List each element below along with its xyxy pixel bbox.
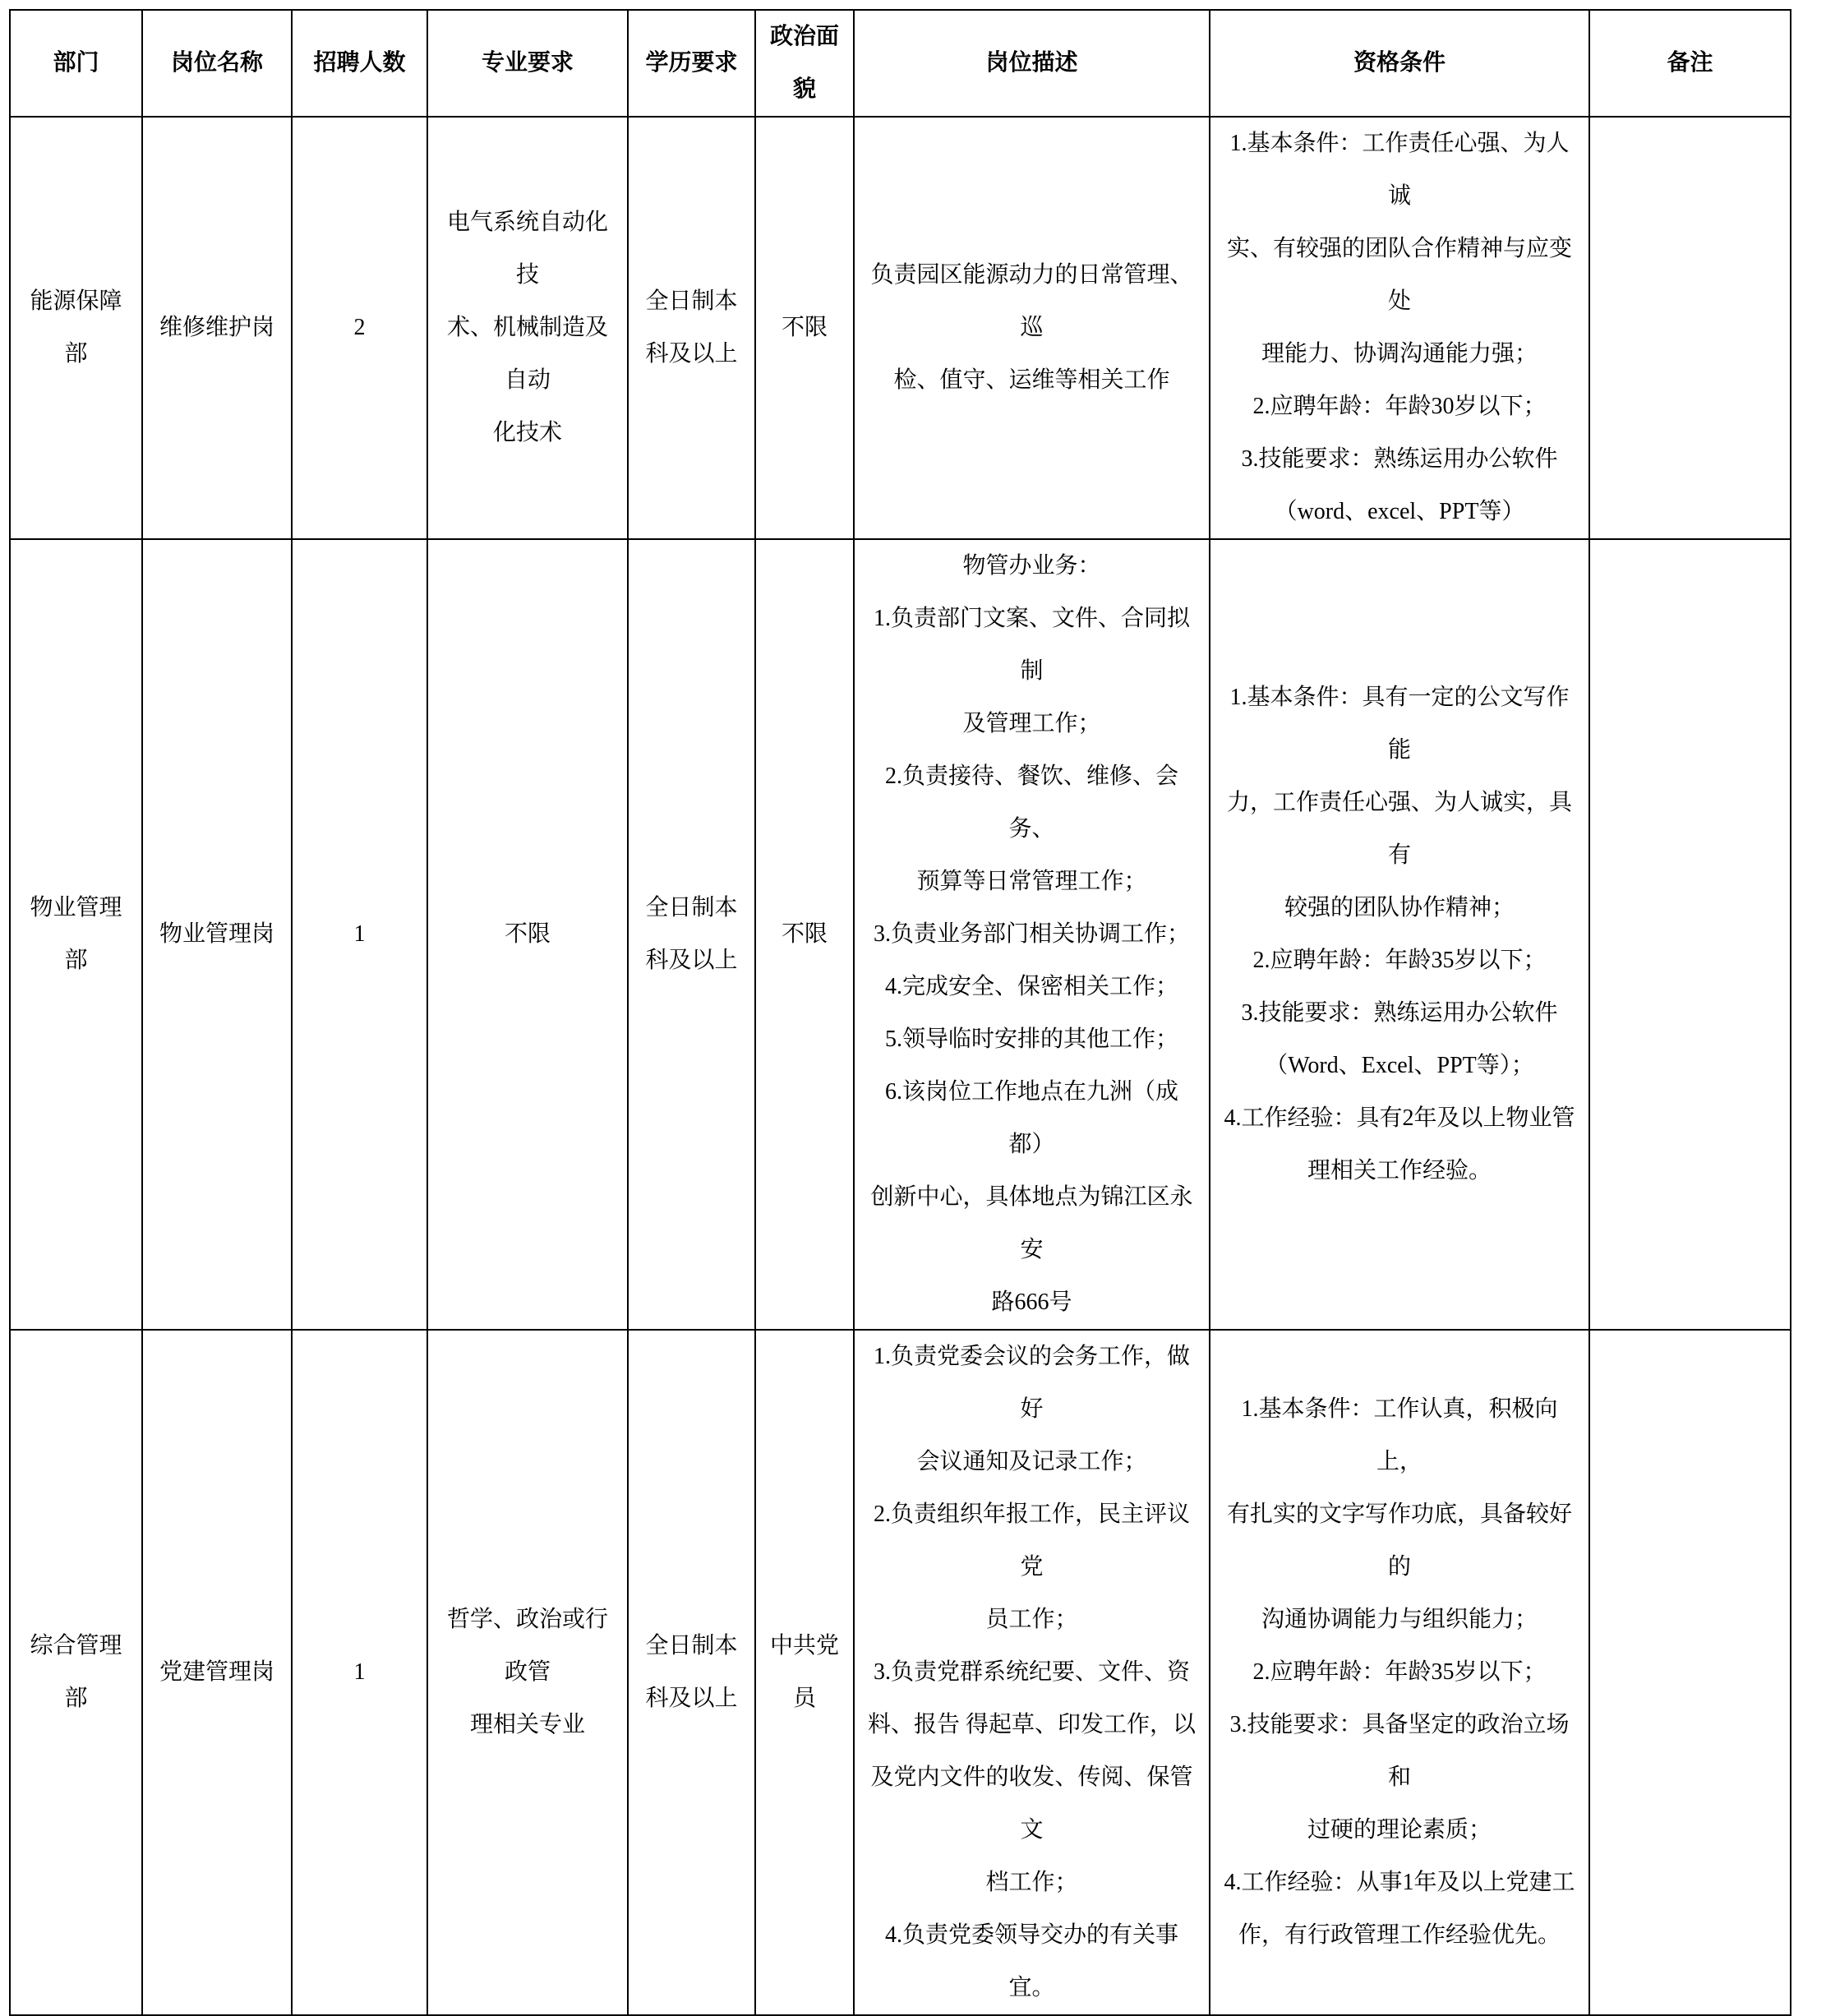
header-position: 岗位名称 <box>142 10 292 117</box>
recruitment-table <box>9 9 1791 2016</box>
cell-department: 能源保障 部 <box>10 117 142 539</box>
cell-department: 物业管理 部 <box>10 539 142 1330</box>
cell-major: 不限 <box>427 539 628 1330</box>
header-description: 岗位描述 <box>854 10 1210 117</box>
cell-qualifications: 1.基本条件：工作认真，积极向上， 有扎实的文字写作功底，具备较好的 沟通协调能力与组织能力； 2.应聘年龄：年龄35岁以下； 3.技能要求：具备坚定的政治立场和 过硬的理论素质； 4.工作经验：从事1年及以上党建工 作，有行政管理工作经验优先。 <box>1210 1330 1589 2015</box>
cell-major: 电气系统自动化技 术、机械制造及自动 化技术 <box>427 117 628 539</box>
cell-education: 全日制本 科及以上 <box>628 1330 755 2015</box>
header-row <box>10 10 1791 117</box>
header-qualifications: 资格条件 <box>1210 10 1589 117</box>
cell-count: 2 <box>292 117 427 539</box>
cell-description: 负责园区能源动力的日常管理、巡 检、值守、运维等相关工作 <box>854 117 1210 539</box>
cell-political: 不限 <box>755 539 854 1330</box>
cell-position: 物业管理岗 <box>142 539 292 1330</box>
cell-education: 全日制本 科及以上 <box>628 539 755 1330</box>
cell-political: 中共党 员 <box>755 1330 854 2015</box>
header-major: 专业要求 <box>427 10 628 117</box>
cell-major: 哲学、政治或行政管 理相关专业 <box>427 1330 628 2015</box>
cell-department: 综合管理 部 <box>10 1330 142 2015</box>
table-row <box>10 117 1791 539</box>
header-education: 学历要求 <box>628 10 755 117</box>
cell-position: 维修维护岗 <box>142 117 292 539</box>
header-remarks: 备注 <box>1589 10 1791 117</box>
cell-qualifications: 1.基本条件：具有一定的公文写作能 力，工作责任心强、为人诚实，具有 较强的团队协作精神； 2.应聘年龄：年龄35岁以下； 3.技能要求：熟练运用办公软件 （Word、Excel、PPT等）； 4.工作经验：具有2年及以上物业管 理相关工作经验。 <box>1210 539 1589 1330</box>
cell-count: 1 <box>292 539 427 1330</box>
header-political: 政治面 貌 <box>755 10 854 117</box>
cell-remarks <box>1589 539 1791 1330</box>
header-count: 招聘人数 <box>292 10 427 117</box>
cell-description: 物管办业务： 1.负责部门文案、文件、合同拟制 及管理工作； 2.负责接待、餐饮、维修、会务、 预算等日常管理工作； 3.负责业务部门相关协调工作； 4.完成安全、保密相关工作； 5.领导临时安排的其他工作； 6.该岗位工作地点在九洲（成都） 创新中心，具体地点为锦江区永安 路666号 <box>854 539 1210 1330</box>
cell-qualifications: 1.基本条件：工作责任心强、为人诚 实、有较强的团队合作精神与应变处 理能力、协调沟通能力强； 2.应聘年龄：年龄30岁以下； 3.技能要求：熟练运用办公软件 （word、excel、PPT等） <box>1210 117 1589 539</box>
cell-count: 1 <box>292 1330 427 2015</box>
cell-remarks <box>1589 1330 1791 2015</box>
header-department: 部门 <box>10 10 142 117</box>
cell-remarks <box>1589 117 1791 539</box>
cell-political: 不限 <box>755 117 854 539</box>
table-row <box>10 539 1791 1330</box>
cell-education: 全日制本 科及以上 <box>628 117 755 539</box>
cell-description: 1.负责党委会议的会务工作，做好 会议通知及记录工作； 2.负责组织年报工作，民主评议党 员工作； 3.负责党群系统纪要、文件、资 料、报告 得起草、印发工作，以 及党内文件的收发、传阅、保管文 档工作； 4.负责党委领导交办的有关事宜。 <box>854 1330 1210 2015</box>
table-row <box>10 1330 1791 2015</box>
cell-position: 党建管理岗 <box>142 1330 292 2015</box>
